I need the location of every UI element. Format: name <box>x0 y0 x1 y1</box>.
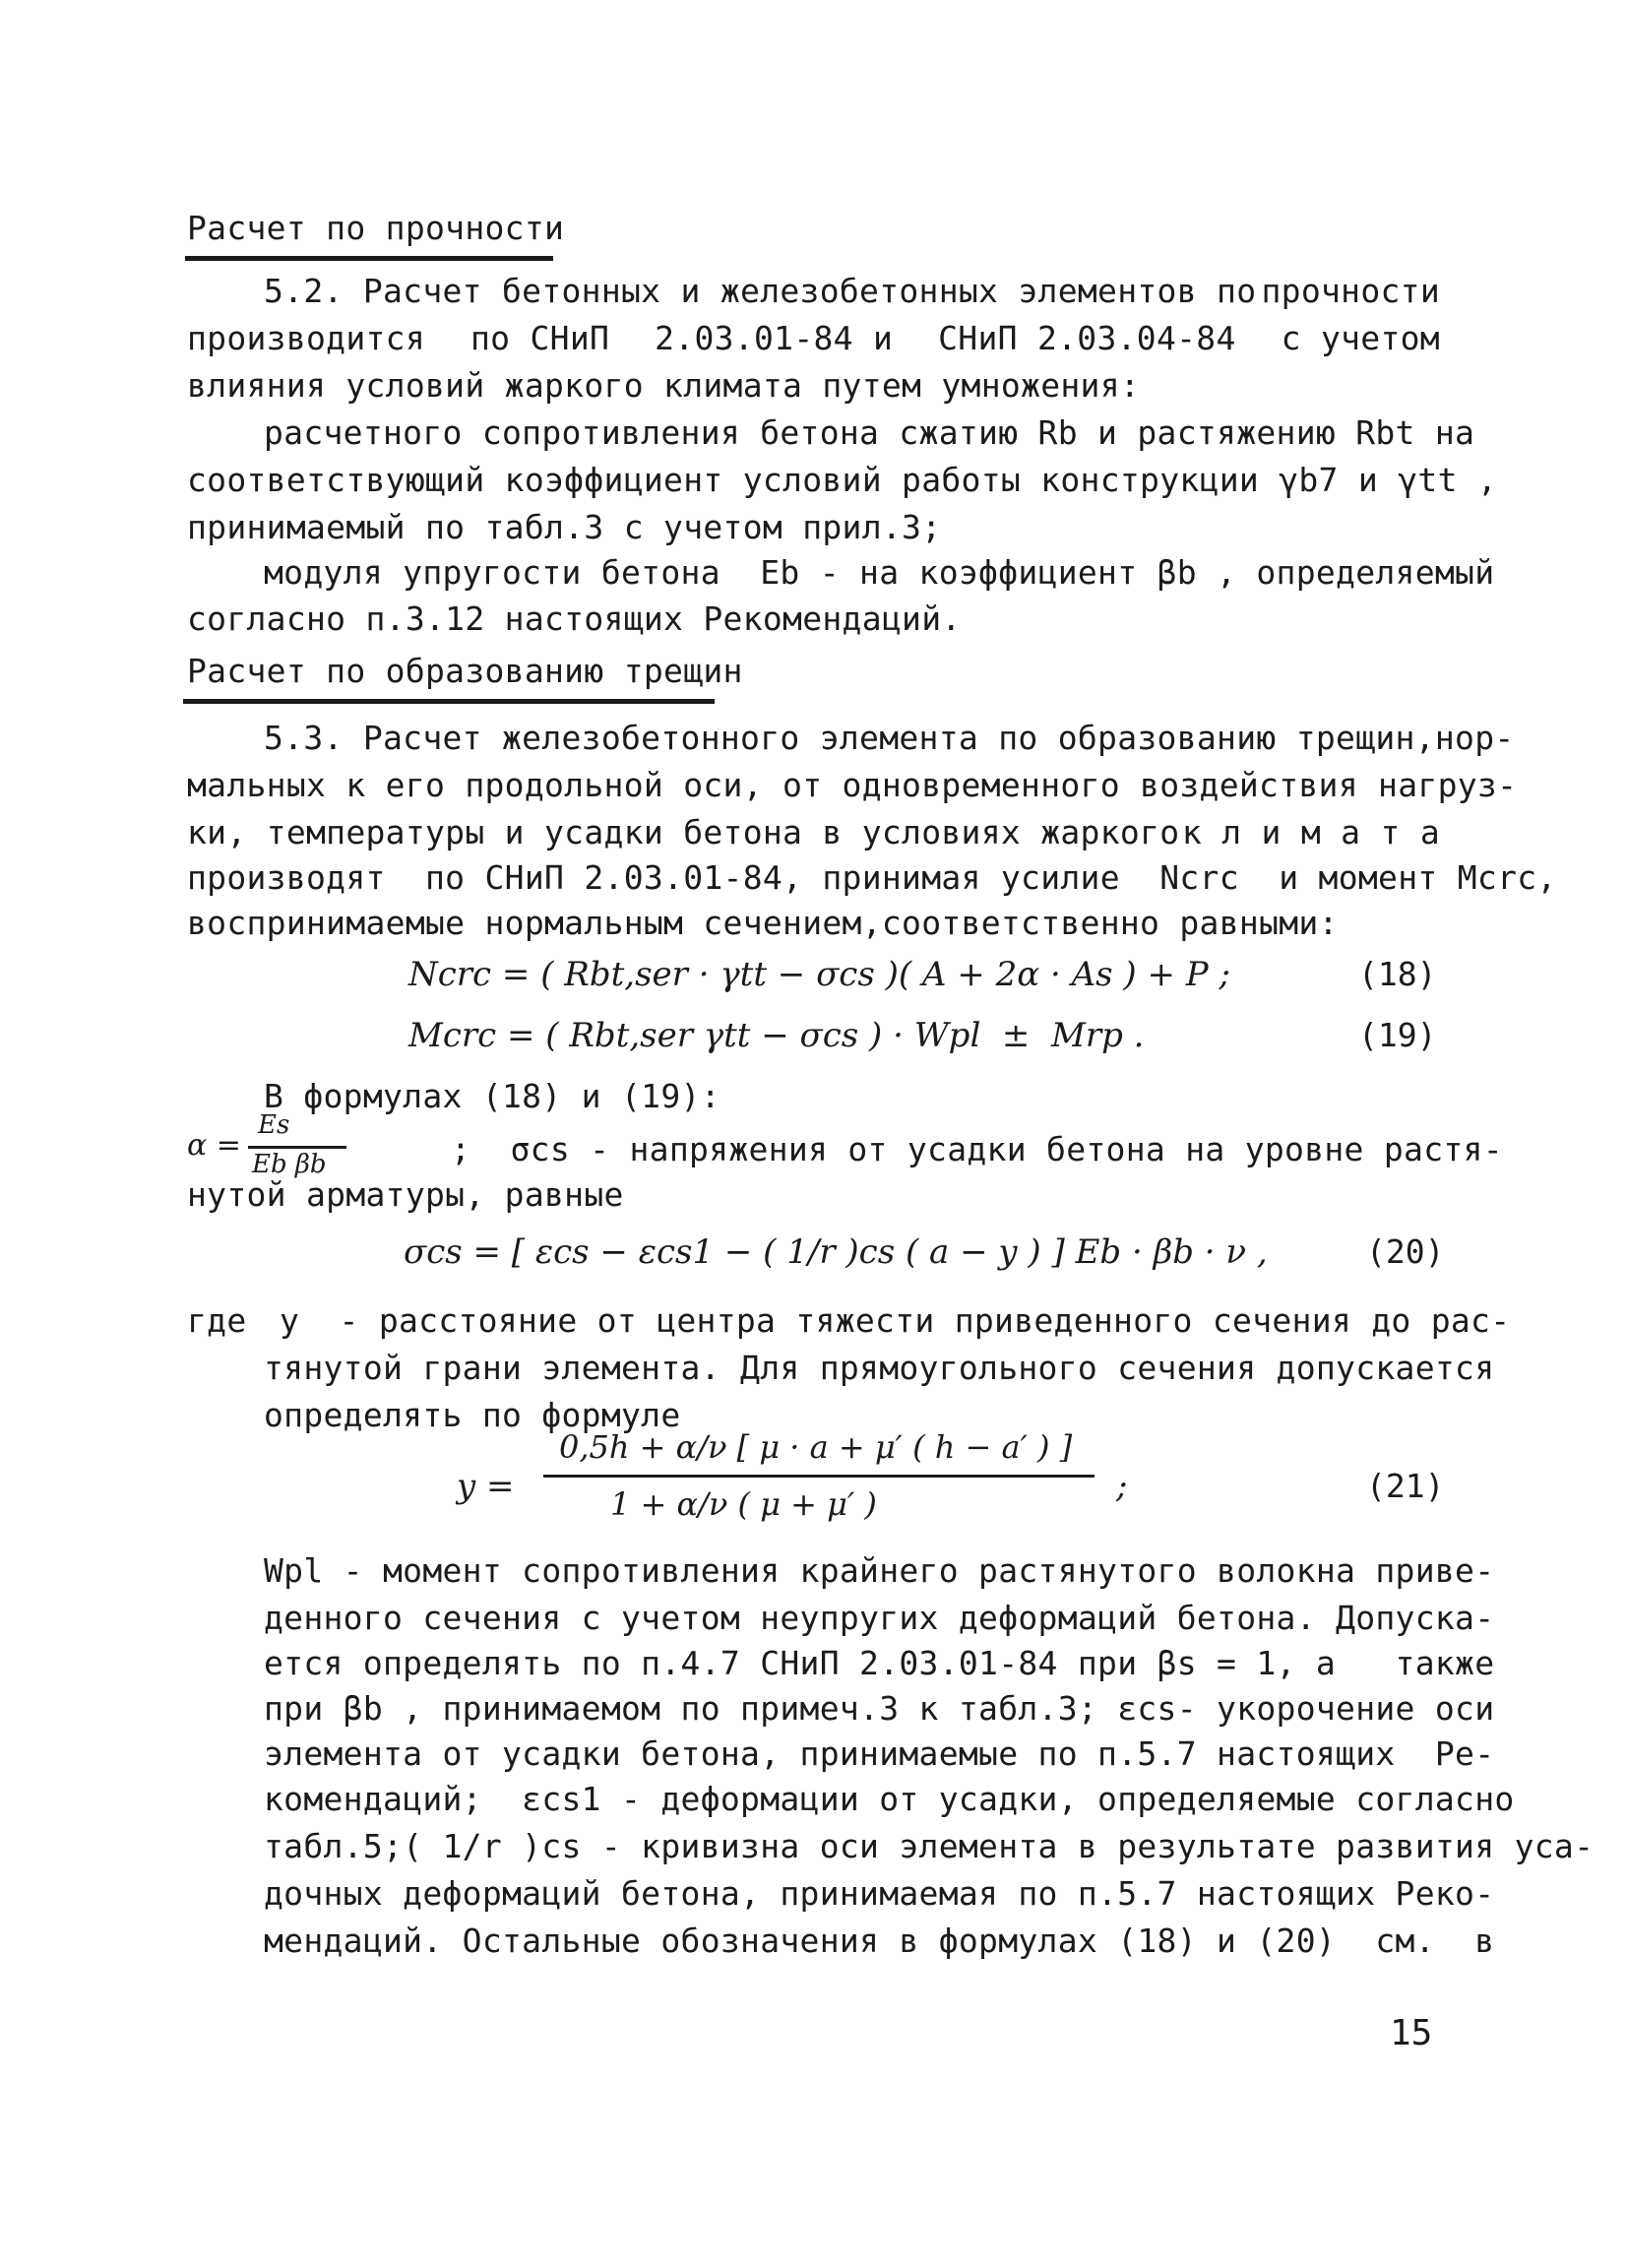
heading-strength-underline <box>185 256 553 261</box>
where-line2: тянутой грани элемента. Для прямоугольного сечения допускается <box>264 1349 1495 1387</box>
formula-19: Mcrc = ( Rbt,ser γtt − σcs ) · Wpl ± Mrp . <box>408 1016 1145 1055</box>
s52-line2-w4: СНиП 2.03.04-84 <box>938 319 1236 357</box>
s52-line2-w3: 2.03.01-84 и <box>655 319 894 357</box>
s52-line2-w1: производится <box>187 319 426 357</box>
s52-line1-text: 5.2. Расчет бетонных и железобетонных элементов по <box>264 272 1257 310</box>
formulas-intro: В формулах (18) и (19): <box>264 1077 720 1115</box>
wpl-line7: табл.5;( 1/r )cs - кривизна оси элемента в результате развития уса- <box>264 1827 1595 1865</box>
wpl-line4: при βb , принимаемом по примеч.3 к табл.3; εcs- укорочение оси <box>264 1689 1495 1728</box>
formula-21-lhs: y = <box>457 1467 515 1506</box>
s52-line6: принимаемый по табл.3 с учетом прил.3; <box>187 508 942 546</box>
s53-line2: мальных к его продольной оси, от одновременного воздействия нагруз- <box>187 766 1518 804</box>
heading-cracks-underline <box>183 699 715 704</box>
page-number: 15 <box>1390 2013 1433 2053</box>
s52-line7: модуля упругости бетона Eb - на коэффициент βb , определяемый <box>264 553 1495 592</box>
wpl-line2: денного сечения с учетом неупругих деформаций бетона. Допуска- <box>264 1599 1495 1637</box>
formula-20-number: (20) <box>1366 1232 1445 1271</box>
s52-line2-w5: с учетом <box>1281 319 1440 357</box>
s53-line3 <box>187 811 1440 854</box>
formula-21-numerator: 0,5h + α/ν [ μ · a + μ′ ( h − a′ ) ] <box>559 1428 1073 1466</box>
where-line3: определять по формуле <box>264 1396 681 1434</box>
formula-21-number: (21) <box>1366 1467 1445 1505</box>
s53-line3-right: к л и м а т а <box>1181 813 1440 851</box>
formula-21-fraction-bar <box>543 1475 1095 1478</box>
alpha-text-2: нутой арматуры, равные <box>187 1175 624 1214</box>
formula-18-number: (18) <box>1358 955 1437 993</box>
formula-21-semicolon: ; <box>1116 1467 1128 1506</box>
s52-line2-w2: по СНиП <box>469 319 610 357</box>
formula-21-denominator: 1 + α/ν ( μ + μ′ ) <box>610 1485 877 1523</box>
wpl-line8: дочных деформаций бетона, принимаемая по п.5.7 настоящих Реко- <box>264 1874 1495 1913</box>
s53-line1: 5.3. Расчет железобетонного элемента по образованию трещин,нор- <box>264 719 1515 757</box>
wpl-line1: Wpl - момент сопротивления крайнего растянутого волокна приве- <box>264 1551 1495 1590</box>
s53-line5: воспринимаемые нормальным сечением,соответственно равными: <box>187 904 1339 942</box>
formula-20: σcs = [ εcs − εcs1 − ( 1/r )cs ( a − y ) ] Eb · βb · ν , <box>404 1232 1268 1272</box>
formula-19-number: (19) <box>1358 1016 1437 1054</box>
where-lead: где <box>187 1301 247 1340</box>
heading-strength: Расчет по прочности <box>187 209 565 247</box>
wpl-line3: ется определять по п.4.7 СНиП 2.03.01-84 при βs = 1, а также <box>264 1644 1495 1682</box>
s53-line3-text: ки, температуры и усадки бетона в условиях жаркого <box>187 813 1180 851</box>
wpl-line5: элемента от усадки бетона, принимаемые по п.5.7 настоящих Ре- <box>264 1734 1495 1773</box>
formula-18: Ncrc = ( Rbt,ser · γtt − σcs )( A + 2α · As ) + P ; <box>408 955 1230 994</box>
heading-cracks: Расчет по образованию трещин <box>187 652 743 690</box>
s52-line8: согласно п.3.12 настоящих Рекомендаций. <box>187 599 962 638</box>
s52-line1 <box>264 270 1440 313</box>
alpha-lhs: α = <box>187 1128 241 1163</box>
alpha-denominator: Eb βb <box>252 1150 327 1179</box>
s52-line3: влияния условий жаркого климата путем умножения: <box>187 366 1141 405</box>
alpha-numerator: Es <box>258 1110 290 1140</box>
where-line1: y - расстояние от центра тяжести приведенного сечения до рас- <box>280 1301 1511 1340</box>
s52-line1-right: прочности <box>1261 272 1440 310</box>
alpha-text: ; σcs - напряжения от усадки бетона на уровне растя- <box>451 1130 1503 1168</box>
wpl-line9: мендаций. Остальные обозначения в формулах (18) и (20) см. в <box>264 1922 1495 1960</box>
alpha-fraction-bar <box>248 1146 346 1149</box>
s52-line5: соответствующий коэффициент условий работы конструкции γb7 и γtt , <box>187 461 1498 499</box>
s52-line2 <box>187 317 1440 360</box>
s53-line4: производят по СНиП 2.03.01-84, принимая усилие Ncrc и момент Mcrc, <box>187 858 1557 897</box>
s52-line4: расчетного сопротивления бетона сжатию Rb и растяжению Rbt на <box>264 413 1475 452</box>
wpl-line6: комендаций; εcs1 - деформации от усадки, определяемые согласно <box>264 1780 1515 1818</box>
